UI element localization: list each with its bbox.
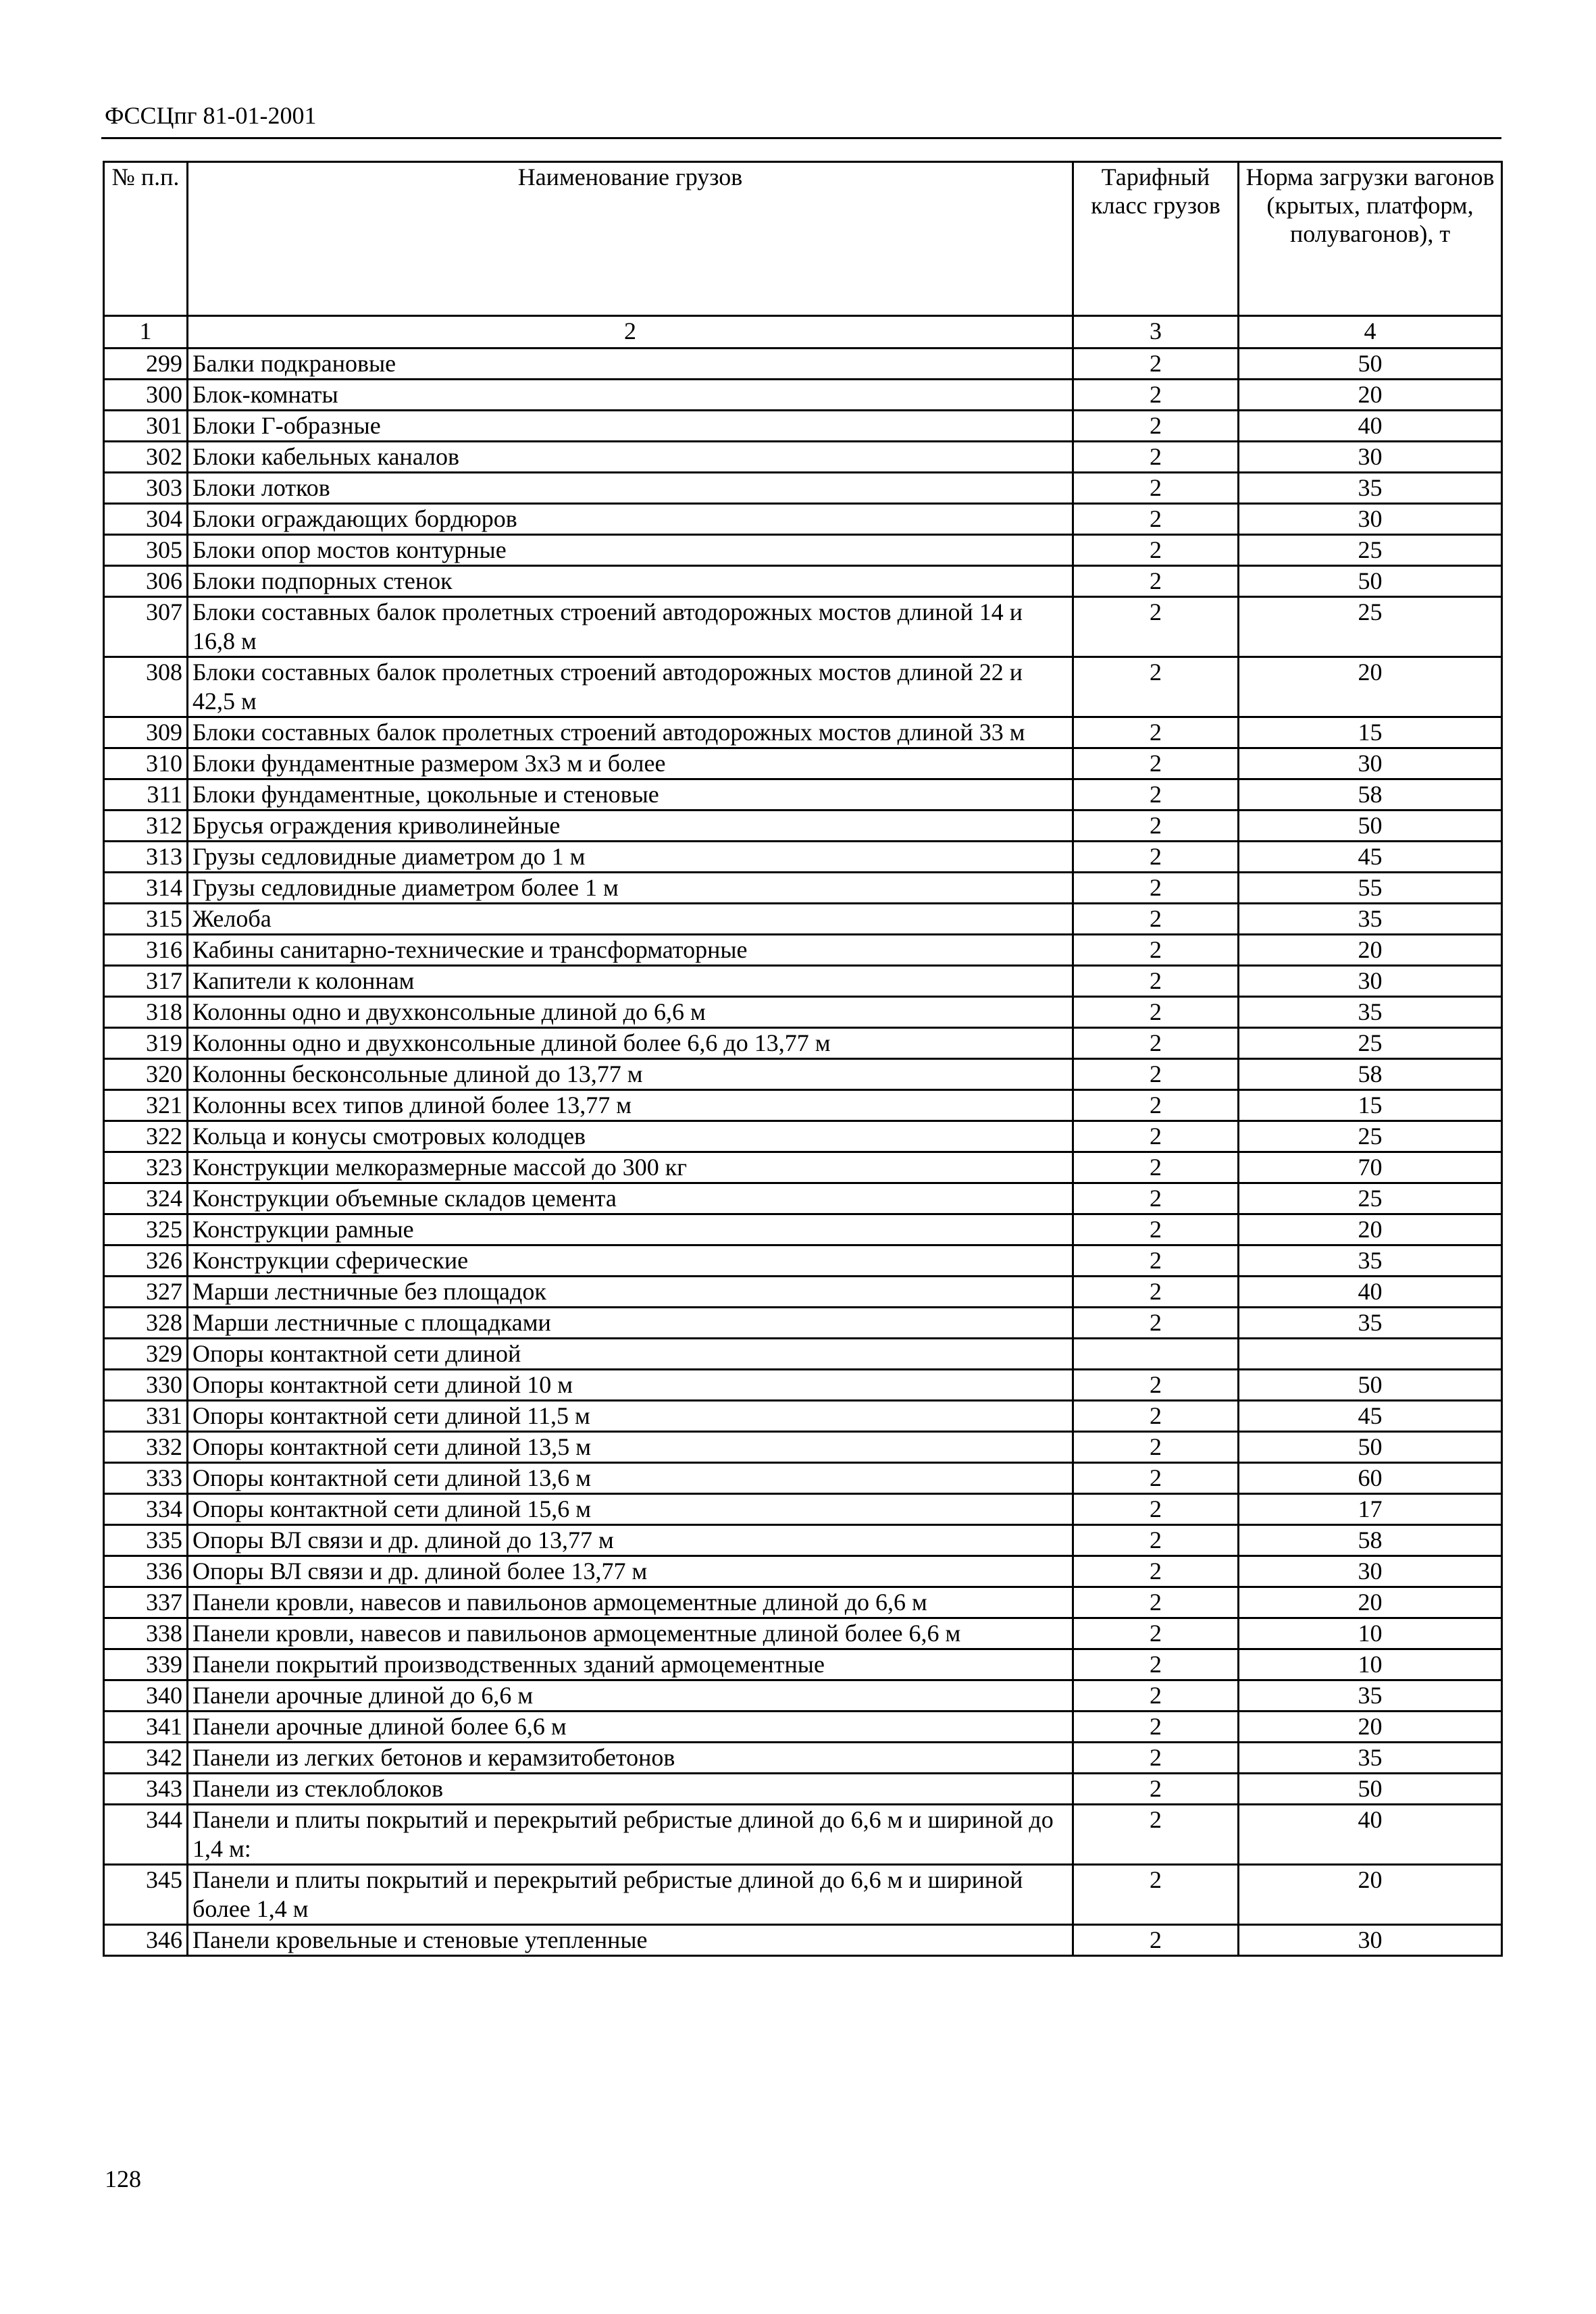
row-number: 315 xyxy=(104,904,188,935)
tariff-class: 2 xyxy=(1073,597,1239,657)
tariff-class: 2 xyxy=(1073,411,1239,442)
row-number: 316 xyxy=(104,935,188,966)
load-norm: 35 xyxy=(1239,473,1502,504)
load-norm: 45 xyxy=(1239,842,1502,873)
tariff-class: 2 xyxy=(1073,1308,1239,1339)
load-norm: 35 xyxy=(1239,1245,1502,1277)
document-code: ФССЦпг 81-01-2001 xyxy=(105,102,317,129)
tariff-class: 2 xyxy=(1073,1463,1239,1494)
cargo-name: Блоки Г-образные xyxy=(188,411,1073,442)
cargo-name: Грузы седловидные диаметром до 1 м xyxy=(188,842,1073,873)
load-norm: 50 xyxy=(1239,1774,1502,1805)
load-norm: 25 xyxy=(1239,597,1502,657)
load-norm: 40 xyxy=(1239,1805,1502,1865)
load-norm: 40 xyxy=(1239,411,1502,442)
row-number: 304 xyxy=(104,504,188,535)
load-norm: 25 xyxy=(1239,1183,1502,1214)
row-number: 327 xyxy=(104,1277,188,1308)
row-number: 318 xyxy=(104,997,188,1028)
cargo-name: Блок-комнаты xyxy=(188,380,1073,411)
load-norm: 50 xyxy=(1239,1370,1502,1401)
table-row xyxy=(104,442,1502,473)
tariff-class: 2 xyxy=(1073,1277,1239,1308)
row-number: 344 xyxy=(104,1805,188,1865)
tariff-class: 2 xyxy=(1073,1432,1239,1463)
cargo-name: Панели и плиты покрытий и перекрытий ребристые длиной до 6,6 м и шириной более 1,4 м xyxy=(188,1865,1073,1925)
row-number: 312 xyxy=(104,811,188,842)
row-number: 311 xyxy=(104,779,188,811)
cargo-name: Грузы седловидные диаметром более 1 м xyxy=(188,873,1073,904)
load-norm: 30 xyxy=(1239,442,1502,473)
load-norm: 20 xyxy=(1239,1587,1502,1618)
load-norm: 10 xyxy=(1239,1618,1502,1649)
load-norm: 45 xyxy=(1239,1401,1502,1432)
table-row xyxy=(104,1152,1502,1183)
table-row xyxy=(104,535,1502,566)
tariff-class: 2 xyxy=(1073,779,1239,811)
table-row xyxy=(104,1525,1502,1556)
row-number: 321 xyxy=(104,1090,188,1121)
tariff-class: 2 xyxy=(1073,473,1239,504)
table-row xyxy=(104,997,1502,1028)
column-number: 1 xyxy=(104,316,188,349)
row-number: 331 xyxy=(104,1401,188,1432)
tariff-class: 2 xyxy=(1073,1743,1239,1774)
table-row xyxy=(104,411,1502,442)
cargo-name: Конструкции сферические xyxy=(188,1245,1073,1277)
cargo-name: Желоба xyxy=(188,904,1073,935)
load-norm: 10 xyxy=(1239,1649,1502,1680)
row-number: 314 xyxy=(104,873,188,904)
row-number: 333 xyxy=(104,1463,188,1494)
column-header-class: Тарифный класс грузов xyxy=(1073,162,1239,316)
table-row xyxy=(104,1649,1502,1680)
cargo-name: Кабины санитарно-технические и трансформаторные xyxy=(188,935,1073,966)
table-row xyxy=(104,1339,1502,1370)
table-row xyxy=(104,1308,1502,1339)
cargo-name: Блоки подпорных стенок xyxy=(188,566,1073,597)
row-number: 334 xyxy=(104,1494,188,1525)
cargo-name: Балки подкрановые xyxy=(188,349,1073,380)
tariff-class: 2 xyxy=(1073,997,1239,1028)
tariff-class: 2 xyxy=(1073,380,1239,411)
row-number: 342 xyxy=(104,1743,188,1774)
table-row xyxy=(104,1494,1502,1525)
table-row xyxy=(104,811,1502,842)
table-row xyxy=(104,748,1502,779)
cargo-name: Блоки составных балок пролетных строений автодорожных мостов длиной 33 м xyxy=(188,717,1073,748)
row-number: 322 xyxy=(104,1121,188,1152)
load-norm: 55 xyxy=(1239,873,1502,904)
table-row xyxy=(104,1121,1502,1152)
column-number: 2 xyxy=(188,316,1073,349)
tariff-class: 2 xyxy=(1073,442,1239,473)
row-number: 323 xyxy=(104,1152,188,1183)
table-row xyxy=(104,380,1502,411)
load-norm: 25 xyxy=(1239,1121,1502,1152)
load-norm: 50 xyxy=(1239,349,1502,380)
table-row xyxy=(104,1587,1502,1618)
table-row xyxy=(104,779,1502,811)
cargo-name: Конструкции объемные складов цемента xyxy=(188,1183,1073,1214)
row-number: 329 xyxy=(104,1339,188,1370)
row-number: 343 xyxy=(104,1774,188,1805)
tariff-class xyxy=(1073,1339,1239,1370)
tariff-class: 2 xyxy=(1073,1370,1239,1401)
table-row xyxy=(104,1805,1502,1865)
cargo-name: Конструкции мелкоразмерные массой до 300 кг xyxy=(188,1152,1073,1183)
tariff-class: 2 xyxy=(1073,904,1239,935)
table-row xyxy=(104,1556,1502,1587)
table-row xyxy=(104,1463,1502,1494)
tariff-class: 2 xyxy=(1073,748,1239,779)
load-norm: 15 xyxy=(1239,717,1502,748)
row-number: 299 xyxy=(104,349,188,380)
cargo-name: Брусья ограждения криволинейные xyxy=(188,811,1073,842)
tariff-class: 2 xyxy=(1073,657,1239,717)
tariff-class: 2 xyxy=(1073,1494,1239,1525)
row-number: 332 xyxy=(104,1432,188,1463)
tariff-class: 2 xyxy=(1073,1525,1239,1556)
tariff-class: 2 xyxy=(1073,842,1239,873)
tariff-class: 2 xyxy=(1073,1618,1239,1649)
table-row xyxy=(104,1680,1502,1712)
table-row xyxy=(104,566,1502,597)
row-number: 324 xyxy=(104,1183,188,1214)
cargo-name: Опоры ВЛ связи и др. длиной до 13,77 м xyxy=(188,1525,1073,1556)
tariff-class: 2 xyxy=(1073,717,1239,748)
load-norm: 15 xyxy=(1239,1090,1502,1121)
row-number: 302 xyxy=(104,442,188,473)
row-number: 319 xyxy=(104,1028,188,1059)
tariff-class: 2 xyxy=(1073,1152,1239,1183)
row-number: 320 xyxy=(104,1059,188,1090)
row-number: 337 xyxy=(104,1587,188,1618)
tariff-class: 2 xyxy=(1073,1712,1239,1743)
table-row xyxy=(104,935,1502,966)
table-row xyxy=(104,1401,1502,1432)
tariff-class: 2 xyxy=(1073,1925,1239,1956)
load-norm: 40 xyxy=(1239,1277,1502,1308)
tariff-class: 2 xyxy=(1073,1121,1239,1152)
cargo-name: Блоки фундаментные размером 3х3 м и более xyxy=(188,748,1073,779)
table-row xyxy=(104,842,1502,873)
cargo-name: Блоки фундаментные, цокольные и стеновые xyxy=(188,779,1073,811)
row-number: 307 xyxy=(104,597,188,657)
cargo-name: Капители к колоннам xyxy=(188,966,1073,997)
cargo-name: Панели кровли, навесов и павильонов армоцементные длиной до 6,6 м xyxy=(188,1587,1073,1618)
row-number: 308 xyxy=(104,657,188,717)
table-row xyxy=(104,1090,1502,1121)
row-number: 336 xyxy=(104,1556,188,1587)
column-number: 4 xyxy=(1239,316,1502,349)
table-row xyxy=(104,717,1502,748)
table-row xyxy=(104,1618,1502,1649)
row-number: 305 xyxy=(104,535,188,566)
table-row xyxy=(104,504,1502,535)
tariff-class: 2 xyxy=(1073,1059,1239,1090)
cargo-name: Панели и плиты покрытий и перекрытий ребристые длиной до 6,6 м и шириной до 1,4 м: xyxy=(188,1805,1073,1865)
tariff-class: 2 xyxy=(1073,873,1239,904)
row-number: 335 xyxy=(104,1525,188,1556)
column-header-num: № п.п. xyxy=(104,162,188,316)
load-norm: 20 xyxy=(1239,1712,1502,1743)
table-row xyxy=(104,1925,1502,1956)
load-norm: 30 xyxy=(1239,966,1502,997)
load-norm: 30 xyxy=(1239,1925,1502,1956)
table-row xyxy=(104,349,1502,380)
table-row xyxy=(104,1183,1502,1214)
load-norm xyxy=(1239,1339,1502,1370)
tariff-class: 2 xyxy=(1073,1245,1239,1277)
cargo-name: Панели из легких бетонов и керамзитобетонов xyxy=(188,1743,1073,1774)
cargo-name: Опоры контактной сети длиной 15,6 м xyxy=(188,1494,1073,1525)
column-header-name: Наименование грузов xyxy=(188,162,1073,316)
load-norm: 50 xyxy=(1239,566,1502,597)
cargo-name: Блоки лотков xyxy=(188,473,1073,504)
load-norm: 70 xyxy=(1239,1152,1502,1183)
tariff-class: 2 xyxy=(1073,1805,1239,1865)
table-row xyxy=(104,657,1502,717)
cargo-name: Панели из стеклоблоков xyxy=(188,1774,1073,1805)
load-norm: 20 xyxy=(1239,935,1502,966)
tariff-class: 2 xyxy=(1073,504,1239,535)
cargo-name: Блоки кабельных каналов xyxy=(188,442,1073,473)
load-norm: 35 xyxy=(1239,1743,1502,1774)
table-body xyxy=(104,349,1502,1956)
cargo-name: Опоры контактной сети длиной 10 м xyxy=(188,1370,1073,1401)
cargo-name: Колонны всех типов длиной более 13,77 м xyxy=(188,1090,1073,1121)
row-number: 328 xyxy=(104,1308,188,1339)
cargo-name: Опоры контактной сети длиной 11,5 м xyxy=(188,1401,1073,1432)
load-norm: 35 xyxy=(1239,997,1502,1028)
tariff-class: 2 xyxy=(1073,1556,1239,1587)
load-norm: 58 xyxy=(1239,1525,1502,1556)
table-row xyxy=(104,1277,1502,1308)
page-number: 128 xyxy=(105,2165,141,2192)
row-number: 345 xyxy=(104,1865,188,1925)
row-number: 340 xyxy=(104,1680,188,1712)
table-row xyxy=(104,1432,1502,1463)
row-number: 309 xyxy=(104,717,188,748)
cargo-name: Блоки составных балок пролетных строений автодорожных мостов длиной 14 и 16,8 м xyxy=(188,597,1073,657)
cargo-norms-table xyxy=(103,161,1503,1957)
table-row xyxy=(104,873,1502,904)
load-norm: 20 xyxy=(1239,1865,1502,1925)
tariff-class: 2 xyxy=(1073,1401,1239,1432)
load-norm: 17 xyxy=(1239,1494,1502,1525)
table-row xyxy=(104,473,1502,504)
load-norm: 25 xyxy=(1239,535,1502,566)
cargo-name: Панели кровли, навесов и павильонов армоцементные длиной более 6,6 м xyxy=(188,1618,1073,1649)
cargo-name: Колонны бесконсольные длиной до 13,77 м xyxy=(188,1059,1073,1090)
table-header-row xyxy=(104,162,1502,316)
column-header-norm: Норма загрузки вагонов (крытых, платформ, полувагонов), т xyxy=(1239,162,1502,316)
table-row xyxy=(104,1370,1502,1401)
row-number: 310 xyxy=(104,748,188,779)
load-norm: 35 xyxy=(1239,1308,1502,1339)
cargo-name: Кольца и конусы смотровых колодцев xyxy=(188,1121,1073,1152)
table-row xyxy=(104,1774,1502,1805)
row-number: 346 xyxy=(104,1925,188,1956)
cargo-name: Опоры контактной сети длиной 13,5 м xyxy=(188,1432,1073,1463)
load-norm: 60 xyxy=(1239,1463,1502,1494)
row-number: 338 xyxy=(104,1618,188,1649)
tariff-class: 2 xyxy=(1073,811,1239,842)
row-number: 339 xyxy=(104,1649,188,1680)
row-number: 317 xyxy=(104,966,188,997)
table-row xyxy=(104,1028,1502,1059)
tariff-class: 2 xyxy=(1073,966,1239,997)
tariff-class: 2 xyxy=(1073,1214,1239,1245)
row-number: 313 xyxy=(104,842,188,873)
tariff-class: 2 xyxy=(1073,1183,1239,1214)
cargo-name: Опоры ВЛ связи и др. длиной более 13,77 м xyxy=(188,1556,1073,1587)
load-norm: 30 xyxy=(1239,504,1502,535)
row-number: 306 xyxy=(104,566,188,597)
cargo-name: Панели покрытий производственных зданий армоцементные xyxy=(188,1649,1073,1680)
load-norm: 30 xyxy=(1239,748,1502,779)
table-row xyxy=(104,966,1502,997)
load-norm: 35 xyxy=(1239,904,1502,935)
load-norm: 58 xyxy=(1239,1059,1502,1090)
load-norm: 50 xyxy=(1239,811,1502,842)
load-norm: 50 xyxy=(1239,1432,1502,1463)
row-number: 301 xyxy=(104,411,188,442)
load-norm: 30 xyxy=(1239,1556,1502,1587)
cargo-name: Опоры контактной сети длиной 13,6 м xyxy=(188,1463,1073,1494)
header-rule xyxy=(101,137,1501,139)
load-norm: 58 xyxy=(1239,779,1502,811)
table-row xyxy=(104,1743,1502,1774)
cargo-name: Панели арочные длиной более 6,6 м xyxy=(188,1712,1073,1743)
row-number: 303 xyxy=(104,473,188,504)
tariff-class: 2 xyxy=(1073,566,1239,597)
load-norm: 20 xyxy=(1239,380,1502,411)
table-row xyxy=(104,1059,1502,1090)
load-norm: 25 xyxy=(1239,1028,1502,1059)
tariff-class: 2 xyxy=(1073,535,1239,566)
cargo-name: Блоки опор мостов контурные xyxy=(188,535,1073,566)
cargo-name: Опоры контактной сети длиной xyxy=(188,1339,1073,1370)
cargo-name: Колонны одно и двухконсольные длиной до 6,6 м xyxy=(188,997,1073,1028)
cargo-name: Блоки составных балок пролетных строений автодорожных мостов длиной 22 и 42,5 м xyxy=(188,657,1073,717)
row-number: 341 xyxy=(104,1712,188,1743)
table-row xyxy=(104,1712,1502,1743)
table-row xyxy=(104,1245,1502,1277)
row-number: 325 xyxy=(104,1214,188,1245)
cargo-name: Панели арочные длиной до 6,6 м xyxy=(188,1680,1073,1712)
load-norm: 20 xyxy=(1239,657,1502,717)
tariff-class: 2 xyxy=(1073,1680,1239,1712)
tariff-class: 2 xyxy=(1073,1028,1239,1059)
cargo-name: Колонны одно и двухконсольные длиной более 6,6 до 13,77 м xyxy=(188,1028,1073,1059)
row-number: 330 xyxy=(104,1370,188,1401)
table-row xyxy=(104,904,1502,935)
tariff-class: 2 xyxy=(1073,1587,1239,1618)
column-number: 3 xyxy=(1073,316,1239,349)
tariff-class: 2 xyxy=(1073,1649,1239,1680)
tariff-class: 2 xyxy=(1073,935,1239,966)
table-row xyxy=(104,1214,1502,1245)
tariff-class: 2 xyxy=(1073,1865,1239,1925)
row-number: 300 xyxy=(104,380,188,411)
tariff-class: 2 xyxy=(1073,1774,1239,1805)
cargo-name: Панели кровельные и стеновые утепленные xyxy=(188,1925,1073,1956)
row-number: 326 xyxy=(104,1245,188,1277)
load-norm: 35 xyxy=(1239,1680,1502,1712)
tariff-class: 2 xyxy=(1073,1090,1239,1121)
cargo-name: Конструкции рамные xyxy=(188,1214,1073,1245)
cargo-name: Блоки ограждающих бордюров xyxy=(188,504,1073,535)
table-row xyxy=(104,597,1502,657)
table-row xyxy=(104,1865,1502,1925)
cargo-name: Марши лестничные с площадками xyxy=(188,1308,1073,1339)
tariff-class: 2 xyxy=(1073,349,1239,380)
cargo-name: Марши лестничные без площадок xyxy=(188,1277,1073,1308)
column-numbers-row xyxy=(104,316,1502,349)
load-norm: 20 xyxy=(1239,1214,1502,1245)
